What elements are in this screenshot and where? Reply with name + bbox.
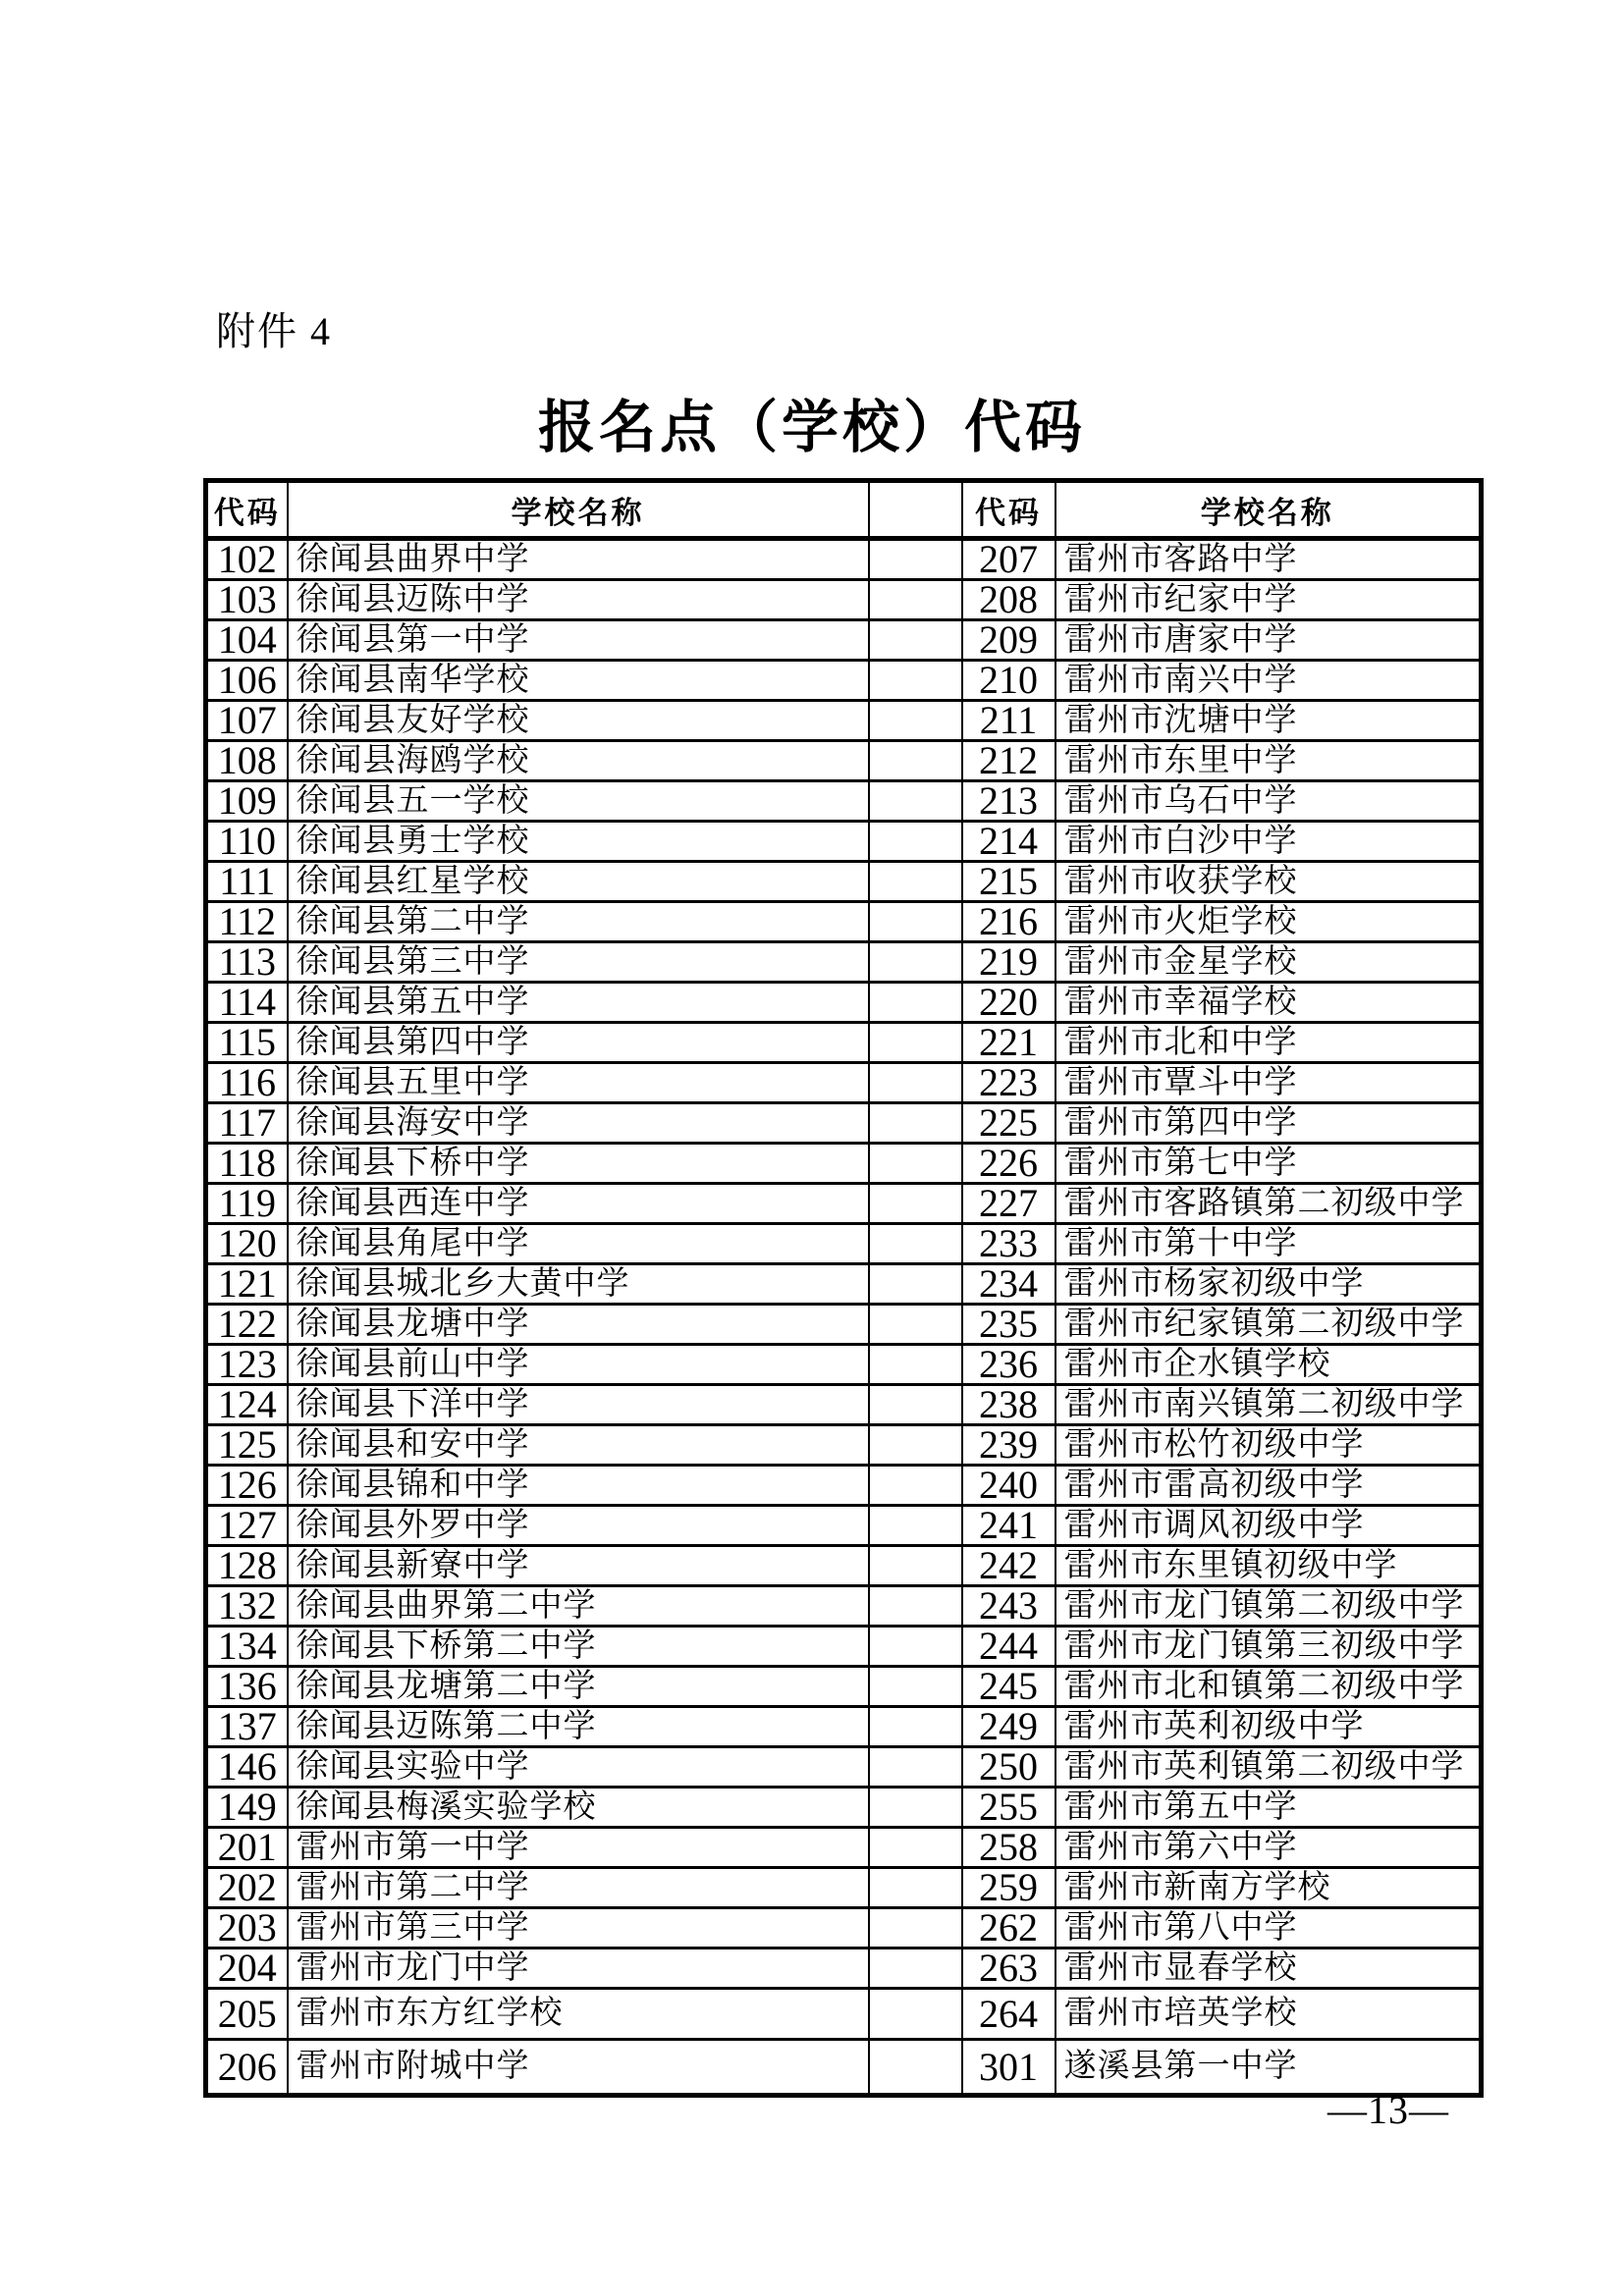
table-row [206,1747,1482,1788]
code-cell: 223 [962,1063,1056,1103]
table-row [206,2040,1482,2096]
spacer-cell [869,1184,962,1224]
school-cell: 雷州市第十中学 [1056,1224,1482,1264]
code-cell: 146 [206,1747,288,1788]
spacer-cell [869,781,962,822]
school-name-header-right: 学校名称 [1056,481,1482,539]
spacer-cell [869,1305,962,1345]
school-cell: 徐闻县第一中学 [288,620,869,661]
school-cell: 雷州市调风初级中学 [1056,1506,1482,1546]
school-cell: 雷州市东里镇初级中学 [1056,1546,1482,1586]
code-cell: 221 [962,1023,1056,1063]
school-cell: 雷州市南兴镇第二初级中学 [1056,1385,1482,1425]
code-cell: 115 [206,1023,288,1063]
code-cell: 107 [206,701,288,741]
spacer-cell [869,1103,962,1144]
spacer-cell [869,580,962,620]
school-cell: 雷州市南兴中学 [1056,661,1482,701]
school-cell: 遂溪县第一中学 [1056,2040,1482,2096]
school-cell: 徐闻县梅溪实验学校 [288,1788,869,1828]
table-row [206,1103,1482,1144]
code-cell: 220 [962,983,1056,1023]
spacer-cell [869,1264,962,1305]
code-cell: 258 [962,1828,1056,1868]
code-cell: 119 [206,1184,288,1224]
table-row [206,1506,1482,1546]
school-cell: 徐闻县勇士学校 [288,822,869,862]
spacer-cell [869,1667,962,1707]
attachment-label: 附件 4 [216,309,332,353]
school-cell: 徐闻县角尾中学 [288,1224,869,1264]
code-cell: 238 [962,1385,1056,1425]
code-cell: 235 [962,1305,1056,1345]
code-cell: 214 [962,822,1056,862]
spacer-cell [869,539,962,580]
code-cell: 116 [206,1063,288,1103]
school-cell: 雷州市第一中学 [288,1828,869,1868]
school-cell: 雷州市第二中学 [288,1868,869,1908]
code-header-right: 代码 [962,481,1056,539]
code-cell: 234 [962,1264,1056,1305]
spacer-cell [869,1707,962,1747]
school-cell: 雷州市收获学校 [1056,862,1482,902]
spacer-cell [869,1747,962,1788]
school-cell: 雷州市乌石中学 [1056,781,1482,822]
code-cell: 201 [206,1828,288,1868]
school-cell: 雷州市雷高初级中学 [1056,1466,1482,1506]
code-cell: 109 [206,781,288,822]
table-row [206,1425,1482,1466]
table-row [206,620,1482,661]
school-cell: 雷州市新南方学校 [1056,1868,1482,1908]
code-cell: 213 [962,781,1056,822]
code-cell: 225 [962,1103,1056,1144]
code-cell: 263 [962,1949,1056,1989]
school-cell: 雷州市龙门镇第三初级中学 [1056,1627,1482,1667]
school-cell: 徐闻县下洋中学 [288,1385,869,1425]
spacer-cell [869,1466,962,1506]
code-cell: 121 [206,1264,288,1305]
table-row [206,1908,1482,1949]
code-cell: 122 [206,1305,288,1345]
table-row [206,1627,1482,1667]
code-cell: 264 [962,1989,1056,2040]
spacer-cell [869,661,962,701]
school-cell: 雷州市第三中学 [288,1908,869,1949]
school-cell: 徐闻县实验中学 [288,1747,869,1788]
school-cell: 徐闻县下桥中学 [288,1144,869,1184]
table-row [206,942,1482,983]
school-cell: 雷州市松竹初级中学 [1056,1425,1482,1466]
code-cell: 126 [206,1466,288,1506]
spacer-cell [869,1949,962,1989]
school-cell: 雷州市覃斗中学 [1056,1063,1482,1103]
spacer-cell [869,1788,962,1828]
table-row [206,1868,1482,1908]
table-row [206,1385,1482,1425]
table-row [206,1949,1482,1989]
code-cell: 216 [962,902,1056,942]
code-cell: 236 [962,1345,1056,1385]
code-cell: 136 [206,1667,288,1707]
code-cell: 212 [962,741,1056,781]
code-cell: 114 [206,983,288,1023]
school-cell: 徐闻县锦和中学 [288,1466,869,1506]
school-cell: 徐闻县南华学校 [288,661,869,701]
table-row [206,1546,1482,1586]
code-cell: 120 [206,1224,288,1264]
table-row [206,1063,1482,1103]
code-cell: 227 [962,1184,1056,1224]
school-cell: 徐闻县海鸥学校 [288,741,869,781]
spacer-cell [869,701,962,741]
school-cell: 徐闻县迈陈第二中学 [288,1707,869,1747]
school-cell: 雷州市火炬学校 [1056,902,1482,942]
code-cell: 110 [206,822,288,862]
code-cell: 207 [962,539,1056,580]
table-row [206,1828,1482,1868]
school-cell: 徐闻县城北乡大黄中学 [288,1264,869,1305]
school-cell: 雷州市东方红学校 [288,1989,869,2040]
school-cell: 徐闻县第五中学 [288,983,869,1023]
school-cell: 雷州市幸福学校 [1056,983,1482,1023]
code-cell: 127 [206,1506,288,1546]
table-row [206,822,1482,862]
spacer-cell [869,1144,962,1184]
code-cell: 204 [206,1949,288,1989]
spacer-cell [869,1627,962,1667]
school-cell: 雷州市东里中学 [1056,741,1482,781]
code-cell: 206 [206,2040,288,2096]
code-cell: 106 [206,661,288,701]
spacer-cell [869,1586,962,1627]
spacer-cell [869,822,962,862]
spacer-cell [869,1908,962,1949]
code-cell: 202 [206,1868,288,1908]
code-cell: 226 [962,1144,1056,1184]
spacer-cell [869,620,962,661]
spacer-cell [869,983,962,1023]
spacer-cell [869,2040,962,2096]
school-cell: 雷州市英利镇第二初级中学 [1056,1747,1482,1788]
school-cell: 雷州市纪家镇第二初级中学 [1056,1305,1482,1345]
code-cell: 219 [962,942,1056,983]
code-cell: 215 [962,862,1056,902]
code-cell: 242 [962,1546,1056,1586]
school-cell: 雷州市企水镇学校 [1056,1345,1482,1385]
school-name-header-left: 学校名称 [288,481,869,539]
school-cell: 徐闻县迈陈中学 [288,580,869,620]
school-cell: 徐闻县第四中学 [288,1023,869,1063]
spacer-cell [869,1868,962,1908]
school-cell: 徐闻县龙塘第二中学 [288,1667,869,1707]
code-cell: 118 [206,1144,288,1184]
code-cell: 233 [962,1224,1056,1264]
school-cell: 雷州市杨家初级中学 [1056,1264,1482,1305]
page-number: —13— [1327,2088,1449,2132]
school-cell: 雷州市纪家中学 [1056,580,1482,620]
school-cell: 徐闻县第三中学 [288,942,869,983]
code-cell: 210 [962,661,1056,701]
code-cell: 244 [962,1627,1056,1667]
code-cell: 123 [206,1345,288,1385]
school-cell: 雷州市显春学校 [1056,1949,1482,1989]
school-cell: 徐闻县第二中学 [288,902,869,942]
table-row [206,1586,1482,1627]
school-cell: 徐闻县红星学校 [288,862,869,902]
spacer-cell [869,1224,962,1264]
code-cell: 255 [962,1788,1056,1828]
school-cell: 雷州市白沙中学 [1056,822,1482,862]
table-row [206,701,1482,741]
spacer-cell [869,942,962,983]
code-cell: 208 [962,580,1056,620]
spacer-cell [869,1023,962,1063]
code-cell: 111 [206,862,288,902]
table-row [206,741,1482,781]
code-cell: 245 [962,1667,1056,1707]
table-row [206,1144,1482,1184]
table-header-row [206,481,1482,539]
code-cell: 113 [206,942,288,983]
school-cell: 徐闻县海安中学 [288,1103,869,1144]
table-row [206,1305,1482,1345]
code-cell: 102 [206,539,288,580]
school-cell: 雷州市第七中学 [1056,1144,1482,1184]
code-cell: 132 [206,1586,288,1627]
school-cell: 徐闻县新寮中学 [288,1546,869,1586]
school-cell: 雷州市第五中学 [1056,1788,1482,1828]
code-cell: 137 [206,1707,288,1747]
school-cell: 雷州市龙门中学 [288,1949,869,1989]
table-row [206,1224,1482,1264]
code-header-left: 代码 [206,481,288,539]
table-row [206,1707,1482,1747]
table-row [206,983,1482,1023]
school-cell: 徐闻县友好学校 [288,701,869,741]
school-cell: 雷州市唐家中学 [1056,620,1482,661]
code-cell: 301 [962,2040,1056,2096]
code-cell: 104 [206,620,288,661]
code-cell: 240 [962,1466,1056,1506]
spacer-cell [869,1385,962,1425]
table-row [206,1667,1482,1707]
code-cell: 205 [206,1989,288,2040]
school-cell: 雷州市第六中学 [1056,1828,1482,1868]
table-row [206,781,1482,822]
spacer-header [869,481,962,539]
school-cell: 徐闻县五一学校 [288,781,869,822]
school-cell: 雷州市培英学校 [1056,1989,1482,2040]
school-cell: 徐闻县曲界第二中学 [288,1586,869,1627]
code-cell: 243 [962,1586,1056,1627]
school-cell: 雷州市沈塘中学 [1056,701,1482,741]
code-cell: 117 [206,1103,288,1144]
spacer-cell [869,1506,962,1546]
spacer-cell [869,1546,962,1586]
school-cell: 雷州市金星学校 [1056,942,1482,983]
table-row [206,1466,1482,1506]
code-cell: 203 [206,1908,288,1949]
table-row [206,862,1482,902]
school-cell: 雷州市客路镇第二初级中学 [1056,1184,1482,1224]
code-cell: 249 [962,1707,1056,1747]
school-cell: 徐闻县外罗中学 [288,1506,869,1546]
code-cell: 125 [206,1425,288,1466]
spacer-cell [869,862,962,902]
school-cell: 雷州市第四中学 [1056,1103,1482,1144]
table-row [206,539,1482,580]
code-cell: 239 [962,1425,1056,1466]
spacer-cell [869,1828,962,1868]
spacer-cell [869,1989,962,2040]
school-cell: 雷州市龙门镇第二初级中学 [1056,1586,1482,1627]
code-cell: 103 [206,580,288,620]
table-row [206,1184,1482,1224]
spacer-cell [869,741,962,781]
school-cell: 徐闻县龙塘中学 [288,1305,869,1345]
school-cell: 徐闻县前山中学 [288,1345,869,1385]
code-cell: 108 [206,741,288,781]
table-row [206,661,1482,701]
school-cell: 雷州市客路中学 [1056,539,1482,580]
code-cell: 124 [206,1385,288,1425]
table-row [206,902,1482,942]
school-cell: 徐闻县曲界中学 [288,539,869,580]
school-cell: 雷州市附城中学 [288,2040,869,2096]
code-cell: 241 [962,1506,1056,1546]
spacer-cell [869,1425,962,1466]
school-cell: 雷州市北和中学 [1056,1023,1482,1063]
code-cell: 259 [962,1868,1056,1908]
code-cell: 250 [962,1747,1056,1788]
code-cell: 209 [962,620,1056,661]
school-cell: 雷州市第八中学 [1056,1908,1482,1949]
spacer-cell [869,1345,962,1385]
school-cell: 徐闻县五里中学 [288,1063,869,1103]
page-title: 报名点（学校）代码 [537,396,1086,459]
school-cell: 徐闻县西连中学 [288,1184,869,1224]
table-row [206,1023,1482,1063]
code-cell: 112 [206,902,288,942]
code-cell: 211 [962,701,1056,741]
code-cell: 128 [206,1546,288,1586]
code-cell: 262 [962,1908,1056,1949]
table-row [206,1788,1482,1828]
table-row [206,580,1482,620]
school-cell: 徐闻县下桥第二中学 [288,1627,869,1667]
table-row [206,1264,1482,1305]
code-cell: 149 [206,1788,288,1828]
school-cell: 雷州市北和镇第二初级中学 [1056,1667,1482,1707]
spacer-cell [869,902,962,942]
school-cell: 雷州市英利初级中学 [1056,1707,1482,1747]
school-code-table [203,478,1484,2098]
code-cell: 134 [206,1627,288,1667]
spacer-cell [869,1063,962,1103]
table-row [206,1345,1482,1385]
table-row [206,1989,1482,2040]
school-cell: 徐闻县和安中学 [288,1425,869,1466]
